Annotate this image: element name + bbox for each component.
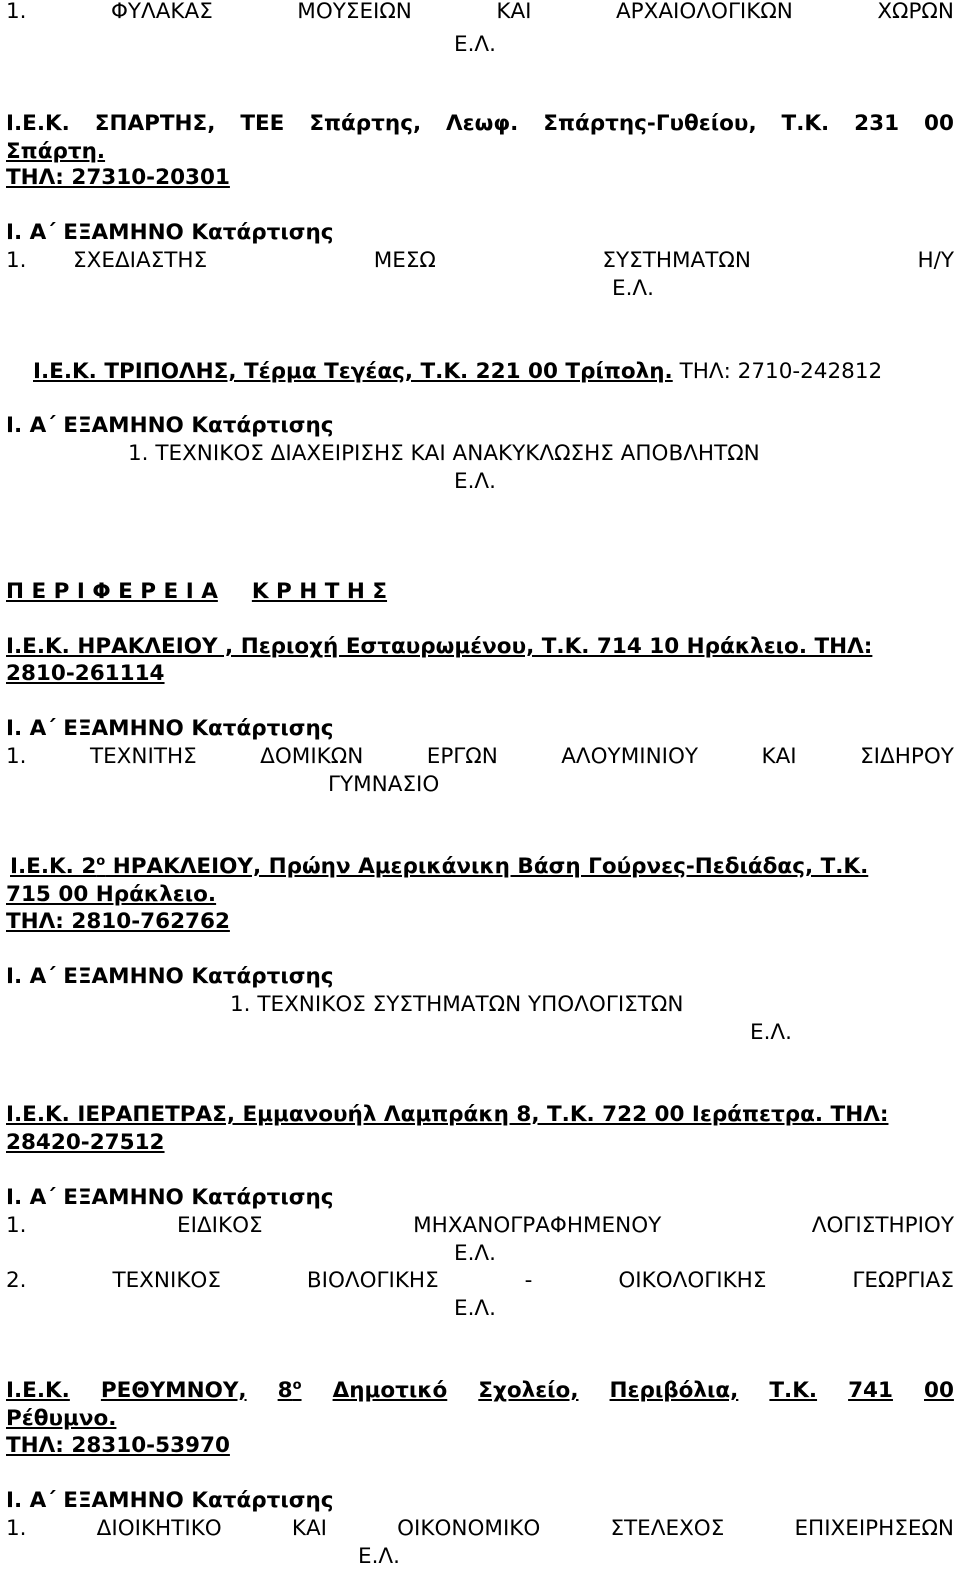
word: - [524,1268,533,1293]
item-number: 1. [6,1516,27,1541]
word: Περιβόλια, [609,1378,739,1403]
word: ΓΕΩΡΓΙΑΣ [852,1268,954,1293]
word: ΚΑΙ [761,744,797,769]
ordinal [278,1377,302,1405]
word: Σπάρτης, [309,111,422,136]
list-item: 1. ΤΕΧΝΙΚΟΣ ΣΥΣΤΗΜΑΤΩΝ ΥΠΟΛΟΓΙΣΤΩΝ [230,992,684,1017]
item-number: 2. [6,1268,27,1293]
item-number: 1. [6,0,27,24]
item-number: 1. [6,744,27,769]
word: ΜΕΣΩ [373,248,436,273]
list-item [6,1515,954,1543]
heading-line2: 715 00 Ηράκλειο. [6,882,217,907]
word: ΧΩΡΩΝ [877,0,954,24]
item-suffix: Ε.Λ. [358,1544,400,1569]
word: ΑΡΧΑΙΟΛΟΓΙΚΩΝ [615,0,793,24]
word: Σχολείο, [478,1378,579,1403]
heading-text: Ι.Ε.Κ. 2 [10,854,97,879]
semester-heading: Ι. Α΄ ΕΞΑΜΗΝΟ Κατάρτισης [6,220,334,245]
word: ΣΙΔΗΡΟΥ [860,744,954,769]
word: ΦΥΛΑΚΑΣ [110,0,213,24]
word: ΟΙΚΟΛΟΓΙΚΗΣ [618,1268,767,1293]
word: Τ.Κ. [769,1378,818,1403]
word: ΚΑΙ [291,1516,327,1541]
word: ΣΤΕΛΕΧΟΣ [610,1516,725,1541]
word: ΕΡΓΩΝ [426,744,498,769]
word: ΑΛΟΥΜΙΝΙΟΥ [561,744,699,769]
item-suffix: Ε.Λ. [454,1241,496,1266]
item-suffix: Ε.Λ. [454,32,496,57]
heading-line2: 28420-27512 [6,1130,165,1155]
heading-text: ΗΡΑΚΛΕΙΟΥ, Πρώην Αμερικάνικη Βάση Γούρνες-Πεδιάδας, Τ.Κ. [105,854,869,879]
heading-line2: 2810-261114 [6,661,165,686]
semester-heading: Ι. Α΄ ΕΞΑΜΗΝΟ Κατάρτισης [6,1185,334,1210]
word: ΣΧΕΔΙΑΣΤΗΣ [73,248,208,273]
section-heading: Ι.Ε.Κ. ΗΡΑΚΛΕΙΟΥ , Περιοχή Εσταυρωμένου, Τ.Κ. 714 10 Ηράκλειο. ΤΗΛ: [6,634,873,659]
word: ΜΟΥΣΕΙΩΝ [297,0,412,24]
semester-heading: Ι. Α΄ ΕΞΑΜΗΝΟ Κατάρτισης [6,1488,334,1513]
word: Λεωφ. [446,111,519,136]
word: Δημοτικό [332,1378,448,1403]
item-number: 1. [6,1213,27,1238]
word: ΤΕΧΝΙΤΗΣ [89,744,197,769]
list-item [6,743,954,771]
word: ΡΕΘΥΜΝΟΥ, [100,1378,247,1403]
item-suffix: ΓΥΜΝΑΣΙΟ [328,772,440,797]
list-item [6,0,954,26]
word: 00 [924,1378,954,1403]
word: ΕΠΙΧΕΙΡΗΣΕΩΝ [794,1516,954,1541]
item-number: 1. [6,248,27,273]
section-heading [10,853,868,881]
region-title-part: Κ Ρ Η Τ Η Σ [251,579,388,604]
item-suffix: Ε.Λ. [454,1296,496,1321]
semester-heading: Ι. Α΄ ΕΞΑΜΗΝΟ Κατάρτισης [6,964,334,989]
ordinal-sup: ο [96,853,106,869]
word: 231 [854,111,900,136]
item-suffix: Ε.Λ. [612,276,654,301]
section-heading [6,1377,954,1405]
word: Ι.Ε.Κ. [6,1378,70,1403]
heading-line2: Σπάρτη. [6,139,106,164]
semester-heading: Ι. Α΄ ΕΞΑΜΗΝΟ Κατάρτισης [6,413,334,438]
item-suffix: Ε.Λ. [750,1020,792,1045]
word: ΒΙΟΛΟΓΙΚΗΣ [306,1268,439,1293]
phone: ΤΗΛ: 28310-53970 [6,1433,230,1458]
phone: ΤΗΛ: 2810-762762 [6,909,230,934]
region-title [6,578,387,606]
phone: ΤΗΛ: 27310-20301 [6,165,230,190]
phone: ΤΗΛ: 2710-242812 [672,359,883,384]
ordinal-sup: ο [292,1377,302,1393]
word: Ι.Ε.Κ. [6,111,70,136]
word: ΜΗΧΑΝΟΓΡΑΦΗΜΕΝΟΥ [413,1213,662,1238]
section-heading [6,110,954,138]
word: ΣΠΑΡΤΗΣ, [94,111,216,136]
word: ΤΕΕ [240,111,285,136]
section-heading: Ι.Ε.Κ. ΙΕΡΑΠΕΤΡΑΣ, Εμμανουήλ Λαμπράκη 8, Τ.Κ. 722 00 Ιεράπετρα. ΤΗΛ: [6,1102,889,1127]
region-title-part: Π Ε Ρ Ι Φ Ε Ρ Ε Ι Α [6,579,218,604]
word: ΛΟΓΙΣΤΗΡΙΟΥ [811,1213,954,1238]
list-item: 1. ΤΕΧΝΙΚΟΣ ΔΙΑΧΕΙΡΙΣΗΣ ΚΑΙ ΑΝΑΚΥΚΛΩΣΗΣ ΑΠΟΒΛΗΤΩΝ [128,441,760,466]
heading-line2: Ρέθυμνο. [6,1406,117,1431]
word: ΔΟΜΙΚΩΝ [260,744,364,769]
word: ΕΙΔΙΚΟΣ [177,1213,263,1238]
word: ΔΙΟΙΚΗΤΙΚΟ [96,1516,222,1541]
word: ΚΑΙ [496,0,532,24]
word: Σπάρτης-Γυθείου, [543,111,757,136]
list-item [6,1267,954,1295]
word: 741 [848,1378,893,1403]
ordinal-number: 8 [277,1378,293,1403]
word: Η/Υ [917,248,954,273]
semester-heading: Ι. Α΄ ΕΞΑΜΗΝΟ Κατάρτισης [6,716,334,741]
section-heading [33,358,882,386]
list-item [6,247,954,275]
heading-text: Ι.Ε.Κ. ΤΡΙΠΟΛΗΣ, Τέρμα Τεγέας, Τ.Κ. 221 00 Τρίπολη. [33,359,673,384]
item-suffix: Ε.Λ. [454,469,496,494]
word: Τ.Κ. [781,111,830,136]
word: ΣΥΣΤΗΜΑΤΩΝ [602,248,751,273]
word: ΟΙΚΟΝΟΜΙΚΟ [397,1516,541,1541]
word: ΤΕΧΝΙΚΟΣ [112,1268,221,1293]
word: 00 [923,111,954,136]
list-item [6,1212,954,1240]
